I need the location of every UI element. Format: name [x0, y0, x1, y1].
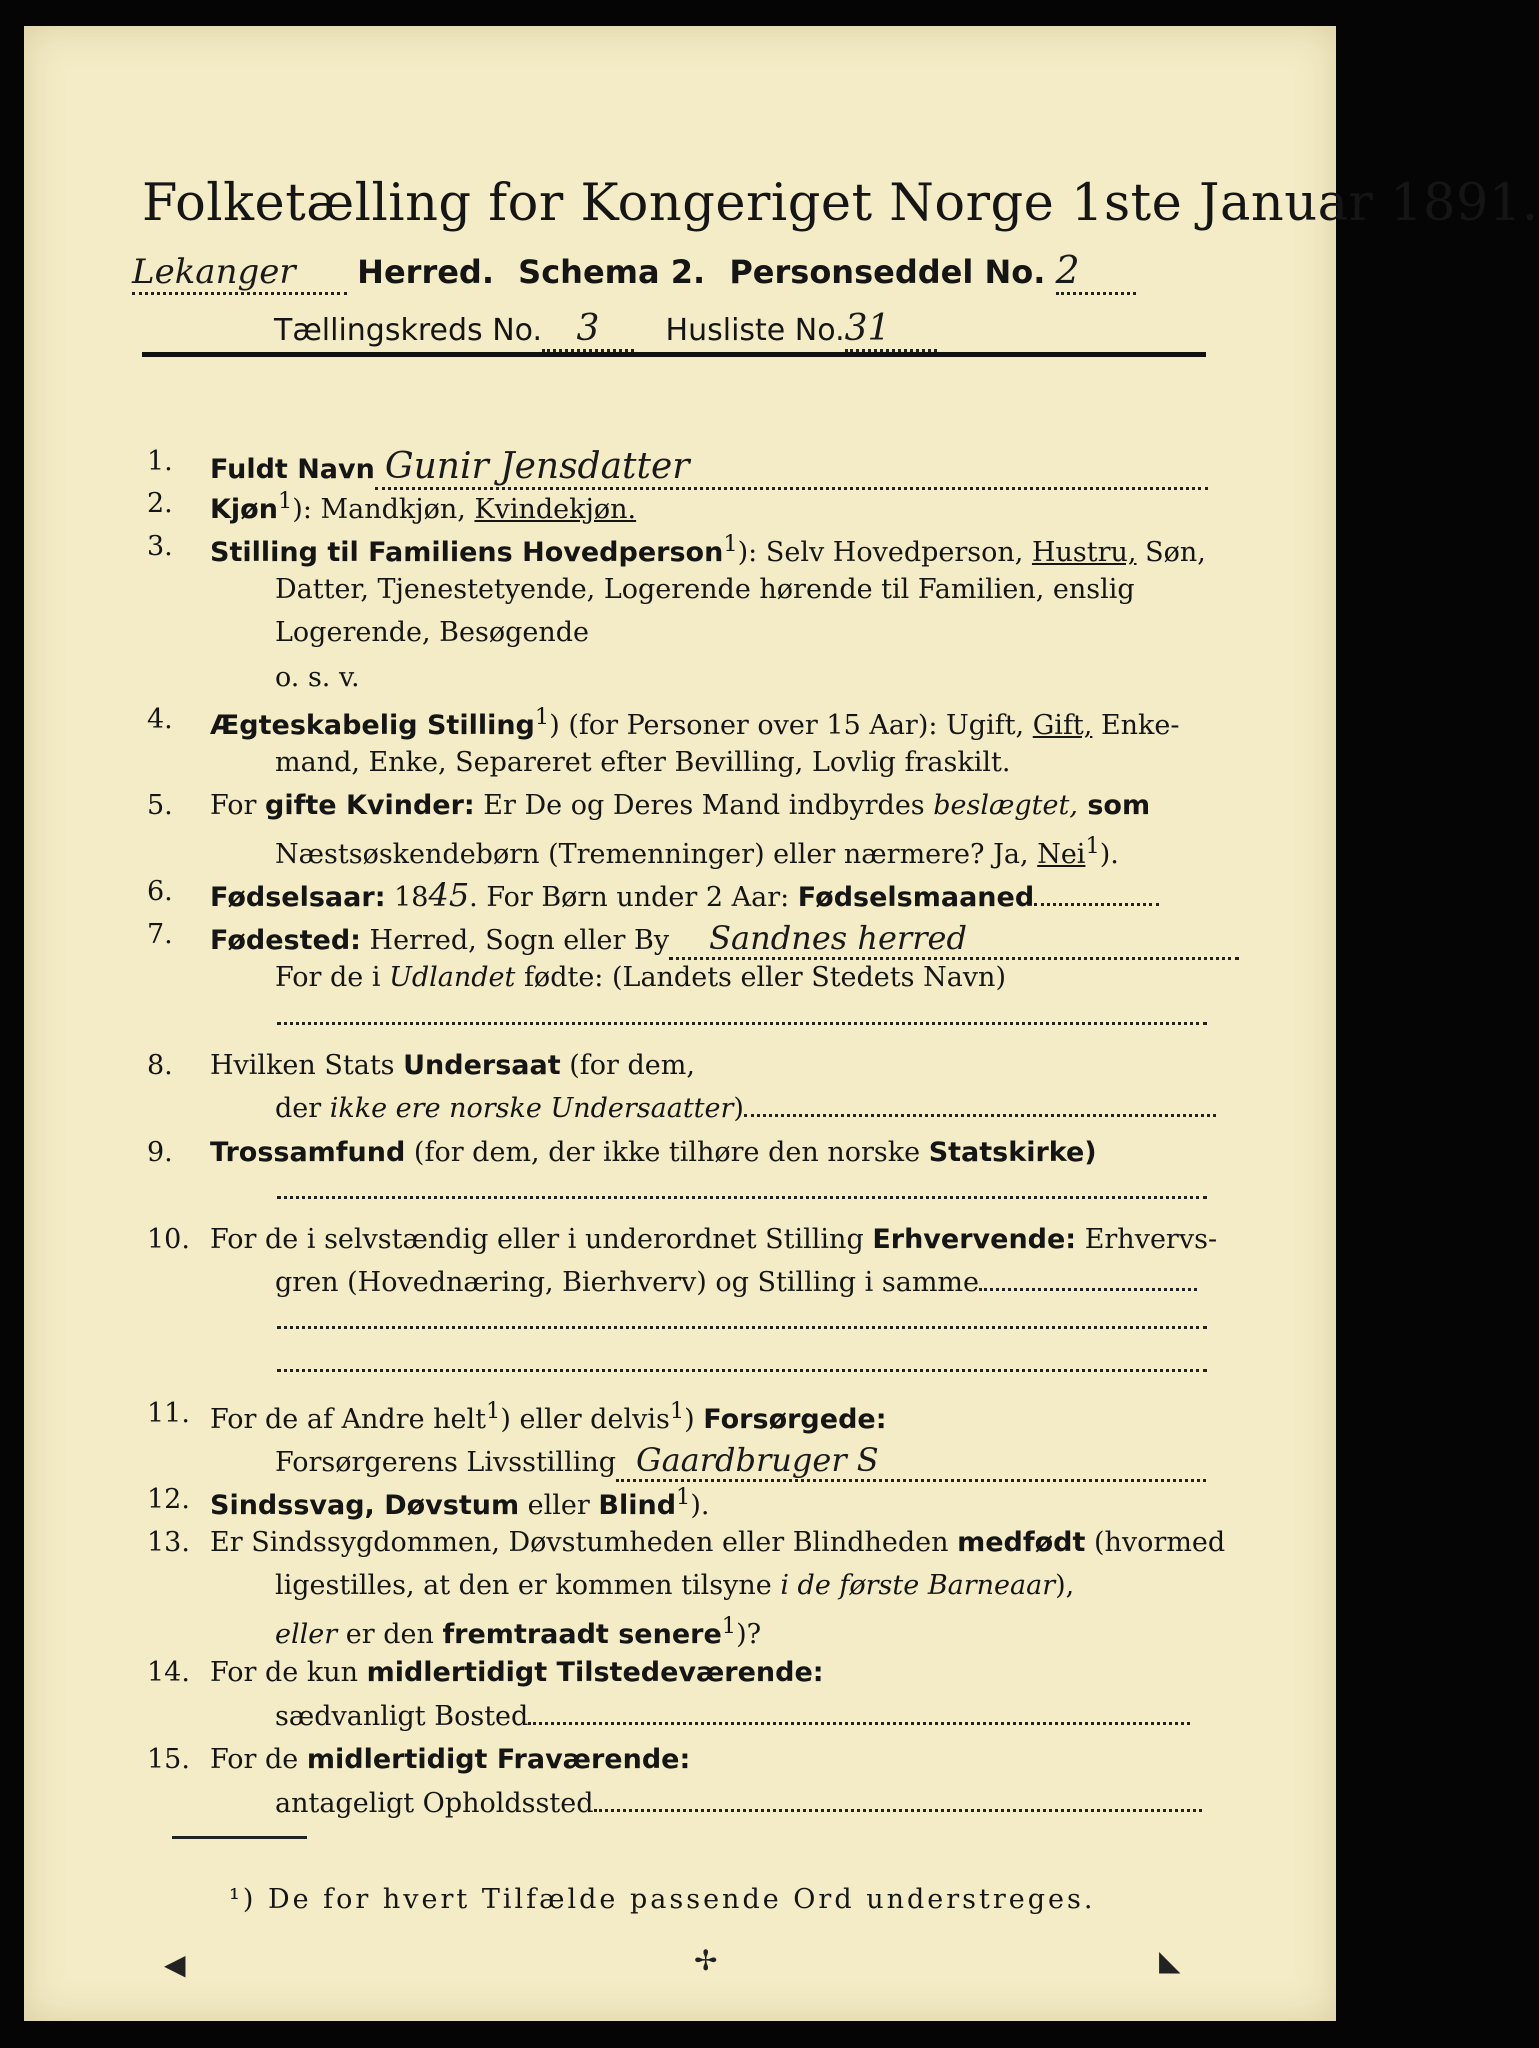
- item-continuation: [275, 962, 1006, 993]
- item-continuation: [275, 1788, 1202, 1819]
- item-continuation: o. s. v.: [275, 662, 360, 693]
- item-label: Undersaat: [403, 1050, 561, 1081]
- item-number: 5.: [147, 790, 173, 821]
- item-text: fødte: (Landets eller Stedets Navn): [515, 962, 1006, 993]
- item-text: For: [210, 790, 266, 821]
- blank-line: [1034, 893, 1159, 906]
- blank-line: [979, 1278, 1197, 1291]
- item-text: Næstsøskendebørn (Tremenninger) eller nærmere? Ja,: [275, 839, 1038, 870]
- item-label: Trossamfund: [210, 1137, 406, 1168]
- item-label: Fuldt Navn: [210, 454, 375, 485]
- herred-handwriting: Lekanger: [132, 252, 347, 295]
- item-label: gifte Kvinder:: [265, 790, 475, 821]
- item-text: som: [1077, 790, 1151, 821]
- item-stilling: [210, 531, 1206, 568]
- item-forsorgede: [210, 1398, 887, 1435]
- footnote-rule: [172, 1836, 307, 1839]
- item-continuation: [275, 1441, 1206, 1482]
- item-undersaat: [210, 1050, 695, 1081]
- item-text: For de af Andre helt: [210, 1404, 487, 1435]
- item-continuation: Logerende, Besøgende: [275, 617, 589, 648]
- corner-mark: ◣: [1159, 1944, 1181, 1977]
- footnote-ref: 1: [721, 1613, 737, 1639]
- footnote-ref: 1: [1085, 833, 1100, 859]
- item-text: Er De og Deres Mand indbyrdes: [474, 790, 934, 821]
- husliste-label: Husliste No.: [665, 313, 845, 348]
- item-fodested: [210, 919, 1239, 960]
- item-continuation: [275, 1093, 1216, 1124]
- item-tilstedevaerende: [210, 1657, 824, 1688]
- birth-year-handwriting: 45: [428, 876, 470, 914]
- item-continuation: mand, Enke, Separeret efter Bevilling, Lovlig fraskilt.: [275, 747, 1011, 778]
- item-text: ).: [690, 1490, 710, 1521]
- underlined-answer: Hustru,: [1031, 537, 1137, 568]
- item-text: Søn,: [1136, 537, 1206, 568]
- item-label: Kjøn: [210, 494, 278, 525]
- item-text: ): Mandkjøn,: [292, 494, 475, 525]
- personseddel-label: Personseddel No.: [729, 253, 1046, 291]
- center-mark: ✢: [694, 1944, 718, 1977]
- item-continuation: [275, 833, 1119, 870]
- blank-line: [277, 1326, 1207, 1329]
- item-fodselsaar: [210, 876, 1159, 914]
- item-text: For de kun: [210, 1657, 367, 1688]
- item-text: der: [275, 1093, 330, 1124]
- footnote-ref: 1: [277, 488, 293, 514]
- item-text: ): Selv Hovedperson,: [737, 537, 1032, 568]
- herred-line: [132, 248, 1136, 295]
- item-label: Fødselsmaaned: [797, 882, 1035, 913]
- item-italic: eller: [275, 1619, 338, 1650]
- item-text: ): [684, 1404, 704, 1435]
- item-label: Erhvervende:: [872, 1224, 1077, 1255]
- item-fravaerende: [210, 1744, 690, 1775]
- census-form: [24, 26, 1539, 2021]
- item-number: 4.: [147, 704, 173, 735]
- item-text: (hvormed: [1085, 1527, 1226, 1558]
- footnote: ¹) De for hvert Tilfælde passende Ord understreges.: [229, 1884, 1096, 1915]
- item-number: 1.: [147, 446, 173, 477]
- item-erhverv: [210, 1224, 1217, 1255]
- item-gifte-kvinder: [210, 790, 1150, 821]
- item-text: ).: [1099, 839, 1119, 870]
- herred-label: Herred.: [357, 253, 494, 291]
- item-number: 12.: [147, 1484, 190, 1515]
- blank-line: [744, 1104, 1216, 1117]
- birthplace-handwriting: Sandnes herred: [669, 919, 1239, 960]
- item-text: eller: [519, 1490, 599, 1521]
- item-text: )?: [736, 1619, 762, 1650]
- item-label: Stilling til Familiens Hovedperson: [210, 537, 724, 568]
- item-text: ): [733, 1093, 744, 1124]
- item-continuation: [275, 1701, 1190, 1732]
- item-text: For de i selvstændig eller i underordnet Stilling: [210, 1224, 873, 1255]
- underlined-answer: Nei: [1037, 839, 1086, 870]
- item-medfodt: [210, 1527, 1225, 1558]
- blank-line: [277, 1196, 1207, 1199]
- item-number: 6.: [147, 876, 173, 907]
- blank-line: [594, 1799, 1202, 1812]
- item-text: (for dem,: [560, 1050, 695, 1081]
- item-label: midlertidigt Tilstedeværende:: [366, 1657, 824, 1688]
- item-number: 3.: [147, 531, 173, 562]
- blank-line: [277, 1369, 1207, 1372]
- item-number: 13.: [147, 1527, 190, 1558]
- item-number: 9.: [147, 1137, 173, 1168]
- schema-label: Schema 2.: [518, 253, 706, 291]
- item-label: Ægteskabelig Stilling: [210, 710, 535, 741]
- footnote-ref: 1: [669, 1398, 685, 1424]
- footnote-ref: 1: [486, 1398, 501, 1424]
- item-text: Erhvervs-: [1076, 1224, 1218, 1255]
- item-text: 18: [385, 882, 429, 913]
- footnote-ref: 1: [534, 704, 550, 730]
- item-label: fremtraadt senere: [442, 1619, 722, 1650]
- item-label: Blind: [598, 1490, 677, 1521]
- item-kjon: [210, 488, 636, 525]
- item-italic: i de første Barneaar: [780, 1570, 1056, 1601]
- footnote-ref: 1: [676, 1484, 691, 1510]
- item-text: Enke-: [1092, 710, 1180, 741]
- item-italic: Udlandet: [389, 962, 516, 993]
- item-label: medfødt: [957, 1527, 1086, 1558]
- item-text: er den: [337, 1619, 443, 1650]
- item-text: For de: [210, 1744, 307, 1775]
- item-number: 15.: [147, 1744, 190, 1775]
- item-label: Fødselsaar:: [210, 882, 386, 913]
- item-text: Forsørgerens Livsstilling: [275, 1447, 617, 1478]
- item-trossamfund: [210, 1137, 1097, 1168]
- item-label: midlertidigt Fraværende:: [306, 1744, 691, 1775]
- blank-line: [528, 1712, 1190, 1725]
- item-text: Hvilken Stats: [210, 1050, 404, 1081]
- kreds-handwriting: 3: [542, 308, 634, 352]
- name-handwriting: Gunir Jensdatter: [375, 446, 1208, 490]
- husliste-handwriting: 31: [845, 308, 937, 352]
- footnote-ref: 1: [723, 531, 738, 557]
- item-text: gren (Hovednæring, Bierhverv) og Stilling i samme: [275, 1267, 980, 1298]
- kreds-line: [274, 308, 937, 352]
- item-continuation: [275, 1613, 761, 1650]
- underlined-answer: Gift,: [1032, 710, 1093, 741]
- corner-mark: ◀: [164, 1948, 186, 1981]
- item-italic: ikke ere norske Undersaatter: [329, 1093, 734, 1124]
- item-label: Statskirke): [928, 1137, 1097, 1168]
- underlined-answer: Kvindekjøn.: [474, 494, 637, 525]
- item-number: 8.: [147, 1050, 173, 1081]
- item-text: (for dem, der ikke tilhøre den norske: [405, 1137, 929, 1168]
- header-rule: [142, 352, 1206, 357]
- item-label: Forsørgede:: [703, 1404, 887, 1435]
- blank-line: [277, 1022, 1207, 1025]
- occupation-handwriting: Gaardbruger S: [616, 1441, 1206, 1482]
- item-text: For de i: [275, 962, 390, 993]
- item-number: 10.: [147, 1224, 190, 1255]
- item-continuation: Datter, Tjenestetyende, Logerende hørende til Familien, enslig: [275, 574, 1135, 605]
- item-continuation: [275, 1267, 1197, 1298]
- personseddel-handwriting: 2: [1056, 248, 1136, 295]
- item-text: . For Børn under 2 Aar:: [469, 882, 798, 913]
- item-text: Herred, Sogn eller By: [360, 925, 670, 956]
- item-text: ligestilles, at den er kommen tilsyne: [275, 1570, 781, 1601]
- form-title: Folketælling for Kongeriget Norge 1ste Januar 1891.: [142, 174, 1539, 233]
- item-text: sædvanligt Bosted: [275, 1701, 529, 1732]
- item-label: Sindssvag, Døvstum: [210, 1490, 520, 1521]
- item-text: ),: [1055, 1570, 1075, 1601]
- item-number: 14.: [147, 1657, 190, 1688]
- item-number: 11.: [147, 1398, 190, 1429]
- kreds-label: Tællingskreds No.: [274, 313, 542, 348]
- item-text: ) eller delvis: [500, 1404, 670, 1435]
- item-number: 2.: [147, 488, 173, 519]
- item-italic: beslægtet,: [933, 790, 1078, 821]
- item-aegteskab: [210, 704, 1180, 741]
- item-number: 7.: [147, 919, 173, 950]
- item-text: ) (for Personer over 15 Aar): Ugift,: [549, 710, 1033, 741]
- item-fuldt-navn: [210, 446, 1208, 490]
- item-sindssvag: [210, 1484, 710, 1521]
- item-continuation: [275, 1570, 1074, 1601]
- item-text: antageligt Opholdssted: [275, 1788, 594, 1819]
- item-text: Er Sindssygdommen, Døvstumheden eller Blindheden: [210, 1527, 958, 1558]
- item-label: Fødested:: [210, 925, 361, 956]
